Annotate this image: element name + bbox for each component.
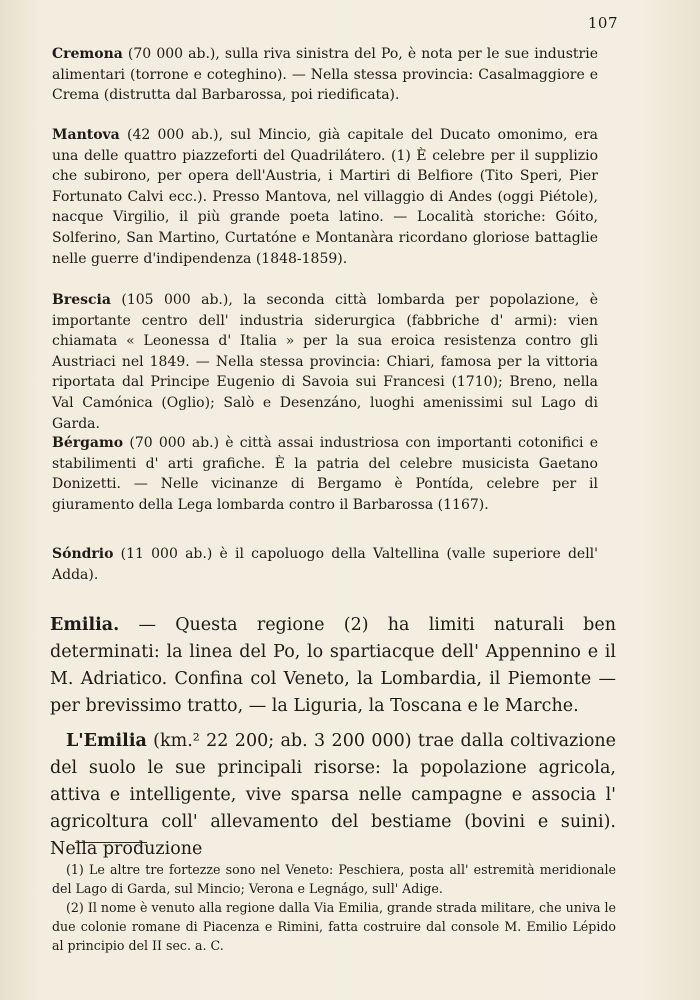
footnotes <box>52 860 616 955</box>
footnote-divider <box>75 842 147 843</box>
city-name: Mantova <box>52 127 120 143</box>
emilia-name: L'Emilia <box>66 731 147 751</box>
emilia-paragraph-text: (km.² 22 200; ab. 3 200 000) trae dalla coltivazione del suolo le sue principali risorse: la popolazione agricola, attiva e intelligente, vive sparsa nelle campagne e associa l' agricoltura coll' allevamento del bestiame (bovini e suini). Nella produzione <box>50 731 616 859</box>
footnote-1: (1) Le altre tre fortezze sono nel Veneto: Peschiera, posta all' estremità meridionale del Lago di Garda, sul Mincio; Verona e Legnágo, sull' Adige. <box>52 862 616 896</box>
paragraph-brescia <box>52 290 598 434</box>
paragraph-sondrio <box>52 544 598 585</box>
city-text: (42 000 ab.), sul Mincio, già capitale del Ducato omonimo, era una delle quattro piazzeforti del Quadrilátero. (1) È celebre per il supplizio che subirono, per opera dell'Austria, i Martiri di Belfiore (Tito Speri, Pier Fortunato Calvi ecc.). Presso Mantova, nel villaggio di Andes (oggi Piétole), nacque Virgilio, il più grande poeta latino. — Località storiche: Góito, Solferino, San Martino, Curtatóne e Montanàra ricordano gloriose battaglie nelle guerre d'indipendenza (1848-1859). <box>52 127 598 267</box>
city-text: (70 000 ab.), sulla riva sinistra del Po, è nota per le sue industrie alimentari (torrone e coteghino). — Nella stessa provincia: Casalmaggiore e Crema (distrutta dal Barbarossa, poi riedificata). <box>52 46 598 104</box>
city-text: (70 000 ab.) è città assai industriosa con importanti cotonifici e stabilimenti d' arti grafiche. È la patria del celebre musicista Gaetano Donizetti. — Nelle vicinanze di Bergamo è Pontída, celebre per il giuramento della Lega lombarda contro il Barbarossa (1167). <box>52 435 598 513</box>
city-name: Sóndrio <box>52 546 114 562</box>
section-emilia <box>50 612 616 863</box>
city-text: (11 000 ab.) è il capoluogo della Valtellina (valle superiore dell' Adda). <box>52 546 598 583</box>
footnote-2: (2) Il nome è venuto alla regione dalla Via Emilia, grande strada militare, che univa le due colonie romane di Piacenza e Rimini, fatta costruire dal console M. Emilio Lépido al principio del II sec. a. C. <box>52 900 616 953</box>
city-text: (105 000 ab.), la seconda città lombarda per popolazione, è importante centro dell' industria siderurgica (fabbriche d' armi): vien chiamata « Leonessa d' Italia » per la sua eroica resistenza contro gli Austriaci nel 1849. — Nella stessa provincia: Chiari, famosa per la vittoria riportata dal Principe Eugenio di Savoia sui Francesi (1710); Breno, nella Val Camónica (Oglio); Salò e Desenzáno, luoghi amenissimi sul Lago di Garda. <box>52 292 598 432</box>
page-number: 107 <box>587 14 618 32</box>
paragraph-mantova <box>52 125 598 269</box>
emilia-intro <box>50 612 616 720</box>
city-name: Bérgamo <box>52 435 124 451</box>
section-title: Emilia. <box>50 615 120 635</box>
city-name: Cremona <box>52 46 123 62</box>
city-name: Brescia <box>52 292 111 308</box>
paragraph-bergamo <box>52 433 598 515</box>
paragraph-cremona <box>52 44 598 106</box>
emilia-intro-text: — Questa regione (2) ha limiti naturali ben determinati: la linea del Po, lo spartiacque dell' Appennino e il M. Adriatico. Confina col Veneto, la Lombardia, il Piemonte — per brevissimo tratto, — la Liguria, la Toscana e le Marche. <box>50 615 616 716</box>
